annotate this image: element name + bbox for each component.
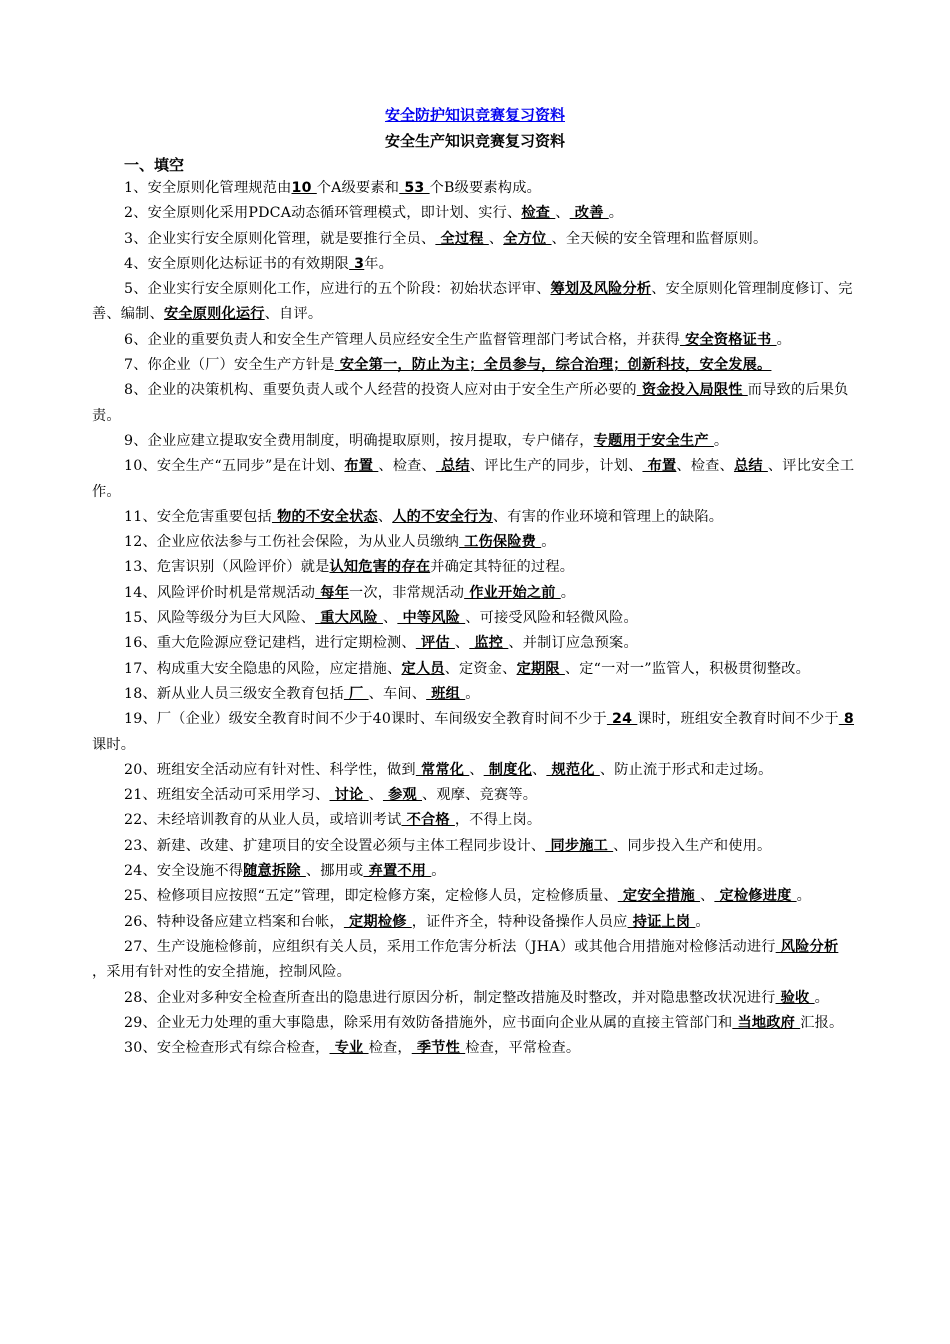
question-text: 、防止流于形式和走过场。 xyxy=(599,761,773,778)
question-item xyxy=(92,277,856,328)
question-text: 、定“一对一”监管人，积极贯彻整改。 xyxy=(564,660,810,677)
answer-blank: 定人员 xyxy=(401,660,445,677)
question-text: 、有害的作业环境和管理上的缺陷。 xyxy=(492,508,724,525)
question-item xyxy=(92,201,856,226)
question-text: 6、企业的重要负责人和安全生产管理人员应经安全生产监督管理部门考试合格，并获得 xyxy=(124,331,680,348)
question-text: 、检查、 xyxy=(676,458,734,475)
question-text: 30、安全检查形式有综合检查， xyxy=(124,1040,330,1057)
answer-blank: 全过程 xyxy=(435,230,489,247)
question-text: 25、检修项目应按照“五定”管理，即定检修方案，定检修人员，定检修质量、 xyxy=(124,888,618,905)
question-text: 5、企业实行安全原则化工作，应进行的五个阶段：初始状态评审、 xyxy=(124,281,551,298)
question-text: 16、重大危险源应登记建档，进行定期检测、 xyxy=(124,635,416,652)
question-text: 10、安全生产“五同步”是在计划、 xyxy=(124,458,345,475)
question-text: 、 xyxy=(555,205,570,222)
answer-blank: 常常化 xyxy=(415,761,470,778)
question-item xyxy=(92,910,856,935)
question-text: 、 xyxy=(488,230,504,247)
answer-blank: 总结 xyxy=(733,458,768,475)
question-text: 。 xyxy=(431,863,446,880)
answer-blank: 专业 xyxy=(329,1040,369,1057)
question-text: 课时，班组安全教育时间不少于 xyxy=(637,711,839,728)
question-text: 。 xyxy=(541,534,556,551)
answer-blank: 参观 xyxy=(382,787,423,804)
answer-blank: 定检修进度 xyxy=(714,888,797,905)
answer-blank: 规范化 xyxy=(546,761,600,778)
question-text: 、 xyxy=(531,761,547,778)
answer-blank: 专题用于安全生产 xyxy=(593,432,714,449)
answer-blank: 定期检修 xyxy=(343,913,412,930)
question-text: ，不得上岗。 xyxy=(454,812,542,829)
question-text: 。 xyxy=(560,584,576,601)
answer-blank: 当地政府 xyxy=(732,1014,801,1031)
question-text: 、检查、 xyxy=(378,458,436,475)
question-item xyxy=(92,176,856,201)
question-item xyxy=(92,606,856,631)
question-text: 28、企业对多种安全检查所查出的隐患进行原因分析，制定整改措施及时整改，并对隐患整改状况进行 xyxy=(124,989,776,1006)
answer-blank: 3 xyxy=(349,255,365,272)
question-text: 年。 xyxy=(364,255,394,272)
question-text: 。 xyxy=(796,888,811,905)
question-text: 8、企业的决策机构、重要负责人或个人经营的投资人应对由于安全生产所必要的 xyxy=(124,382,637,399)
question-text: 而导致的后果负责。 xyxy=(92,382,849,424)
question-item xyxy=(92,631,856,656)
answer-blank: 24 xyxy=(606,711,638,728)
question-text: 21、班组安全活动可采用学习、 xyxy=(124,787,330,804)
question-item xyxy=(92,884,856,909)
question-text: 、全天候的安全管理和监督原则。 xyxy=(551,230,768,247)
question-text: 、 xyxy=(469,761,484,778)
answer-blank: 10 xyxy=(291,180,317,196)
question-text: 、可接受风险和轻微风险。 xyxy=(465,610,638,627)
question-text: 、定资金、 xyxy=(444,660,517,677)
question-text: 。 xyxy=(814,989,829,1006)
question-text: 24、安全设施不得 xyxy=(124,863,244,880)
answer-blank: 53 xyxy=(399,180,430,196)
question-text: 1、安全原则化管理规范由 xyxy=(124,180,292,196)
question-text: 7、你企业（厂）安全生产方针是 xyxy=(124,357,335,374)
question-text: 、 xyxy=(699,888,715,905)
question-text: 。 xyxy=(713,432,729,449)
question-item xyxy=(92,353,856,378)
answer-blank: 全方位 xyxy=(503,230,552,247)
answer-blank: 季节性 xyxy=(411,1040,466,1057)
question-item xyxy=(92,328,856,353)
question-text: 。 xyxy=(776,331,791,348)
question-item xyxy=(92,378,856,429)
question-item xyxy=(92,1011,856,1036)
answer-blank: 定期限 xyxy=(516,660,565,677)
question-text: 12、企业应依法参与工伤社会保险，为从业人员缴纳 xyxy=(124,534,459,551)
answer-blank: 筹划及风险分析 xyxy=(550,281,652,298)
question-item xyxy=(92,429,856,454)
question-item xyxy=(92,859,856,884)
answer-blank: 物的不安全状态 xyxy=(271,508,378,525)
question-text: 、 xyxy=(368,787,383,804)
question-text: 15、风险等级分为巨大风险、 xyxy=(124,610,316,627)
answer-blank: 每年 xyxy=(315,584,350,601)
question-item xyxy=(92,834,856,859)
answer-blank: 评估 xyxy=(415,635,455,652)
answer-blank: 厂 xyxy=(343,685,369,702)
question-text: ，采用有针对性的安全措施，控制风险。 xyxy=(92,964,351,981)
question-text: 课时。 xyxy=(92,736,136,753)
question-text: 、挪用或 xyxy=(305,863,364,880)
question-item xyxy=(92,1036,856,1061)
question-text: 4、安全原则化达标证书的有效期限 xyxy=(124,255,350,272)
question-text: 9、企业应建立提取安全费用制度，明确提取原则，按月提取，专户储存， xyxy=(124,432,594,449)
question-text: 并确定其特征的过程。 xyxy=(430,559,575,576)
answer-blank: 定安全措施 xyxy=(617,888,700,905)
question-text: 、观摩、竞赛等。 xyxy=(422,787,538,804)
question-item xyxy=(92,505,856,530)
answer-blank: 同步施工 xyxy=(545,837,614,854)
answer-blank: 作业开始之前 xyxy=(464,584,561,601)
answer-blank: 安全资格证书 xyxy=(679,331,777,348)
question-text: 26、特种设备应建立档案和台帐， xyxy=(124,913,344,930)
question-text: 29、企业无力处理的重大事隐患，除采用有效防备措施外，应书面向企业从属的直接主管部门和 xyxy=(124,1014,733,1031)
question-text: 17、构成重大安全隐患的风险，应定措施、 xyxy=(124,660,402,677)
question-text: 27、生产设施检修前，应组织有关人员，采用工作危害分析法（JHA）或其他合用措施对检修活动进行 xyxy=(124,938,776,955)
question-text: 13、危害识别（风险评价）就是 xyxy=(124,559,330,576)
question-text: 18、新从业人员三级安全教育包括 xyxy=(124,685,344,702)
answer-blank: 检查 xyxy=(521,205,556,222)
question-item xyxy=(92,227,856,252)
question-item xyxy=(92,555,856,580)
question-text: 、车间、 xyxy=(368,685,427,702)
question-text: 、并制订应急预案。 xyxy=(508,635,638,652)
question-text: 22、未经培训教育的从业人员，或培训考试 xyxy=(124,812,402,829)
question-item xyxy=(92,986,856,1011)
question-item xyxy=(92,783,856,808)
answer-blank: 改善 xyxy=(569,205,609,222)
question-item xyxy=(92,758,856,783)
page-title: 安全生产知识竞赛复习资料 xyxy=(384,132,565,150)
answer-blank: 验收 xyxy=(775,989,815,1006)
question-text: 、 xyxy=(454,635,470,652)
question-text: 汇报。 xyxy=(800,1014,844,1031)
question-text: 个A级要素和 xyxy=(316,180,400,196)
answer-blank: 监控 xyxy=(469,635,509,652)
question-text: 19、厂（企业）级安全教育时间不少于40课时、车间级安全教育时间不少于 xyxy=(124,711,607,728)
question-text: 3、企业实行安全原则化管理，就是要推行全员、 xyxy=(124,230,436,247)
question-item xyxy=(92,682,856,707)
answer-blank: 布置 xyxy=(344,458,379,475)
question-item xyxy=(92,707,856,758)
question-text: 20、班组安全活动应有针对性、科学性，做到 xyxy=(124,761,416,778)
answer-blank: 制度化 xyxy=(483,761,532,778)
answer-blank: 工伤保险费 xyxy=(458,534,542,551)
question-item xyxy=(92,530,856,555)
question-text: 、评比生产的同步，计划、 xyxy=(469,458,643,475)
question-text: 、 xyxy=(382,610,398,627)
question-text: 。 xyxy=(465,685,480,702)
question-text: 、自评。 xyxy=(264,306,323,323)
question-text: 11、安全危害重要包括 xyxy=(124,508,272,525)
question-text: ，证件齐全，特种设备操作人员应 xyxy=(411,913,628,930)
question-item xyxy=(92,252,856,277)
question-text: 、评比安全工作。 xyxy=(92,458,855,500)
section-heading: 一、填空 xyxy=(124,156,185,174)
answer-blank: 讨论 xyxy=(329,787,369,804)
question-text: 个B级要素构成。 xyxy=(429,180,541,196)
question-text: 。 xyxy=(608,205,624,222)
question-text: 14、风险评价时机是常规活动 xyxy=(124,584,316,601)
question-item xyxy=(92,581,856,606)
answer-blank: 认知危害的存在 xyxy=(329,559,431,576)
question-text: 2、安全原则化采用PDCA动态循环管理模式，即计划、实行、 xyxy=(124,205,522,222)
question-text: 23、新建、改建、扩建项目的安全设置必须与主体工程同步设计、 xyxy=(124,837,546,854)
question-item xyxy=(92,657,856,682)
question-text: 、 xyxy=(377,508,393,525)
question-text: 、同步投入生产和使用。 xyxy=(613,837,772,854)
question-item xyxy=(92,454,856,505)
answer-blank: 随意拆除 xyxy=(243,863,306,880)
answer-blank: 8 xyxy=(838,711,855,728)
answer-blank: 资金投入局限性 xyxy=(636,382,748,399)
question-list xyxy=(92,176,856,1061)
title-link[interactable]: 安全防护知识竞赛复习资料 xyxy=(384,106,565,124)
answer-blank: 弃置不用 xyxy=(363,863,432,880)
question-item xyxy=(92,935,856,986)
question-text: 检查，平常检查。 xyxy=(465,1040,581,1057)
answer-blank: 布置 xyxy=(642,458,677,475)
question-text: 检查， xyxy=(368,1040,412,1057)
answer-blank: 人的不安全行为 xyxy=(392,508,493,525)
answer-blank: 持证上岗 xyxy=(627,913,696,930)
question-text: 一次，非常规活动 xyxy=(349,584,465,601)
answer-blank: 重大风险 xyxy=(315,610,383,627)
answer-blank: 安全第一，防止为主；全员参与，综合治理；创新科技，安全发展。 xyxy=(334,357,772,374)
question-text: 、安全原则化管理制度修订、完善、编制、 xyxy=(92,281,853,323)
answer-blank: 安全原则化运行 xyxy=(163,306,265,323)
answer-blank: 中等风险 xyxy=(397,610,466,627)
answer-blank: 班组 xyxy=(426,685,466,702)
question-text: 。 xyxy=(695,913,710,930)
question-item xyxy=(92,808,856,833)
answer-blank: 不合格 xyxy=(401,812,455,829)
answer-blank: 总结 xyxy=(435,458,470,475)
answer-blank: 风险分析 xyxy=(775,938,839,955)
